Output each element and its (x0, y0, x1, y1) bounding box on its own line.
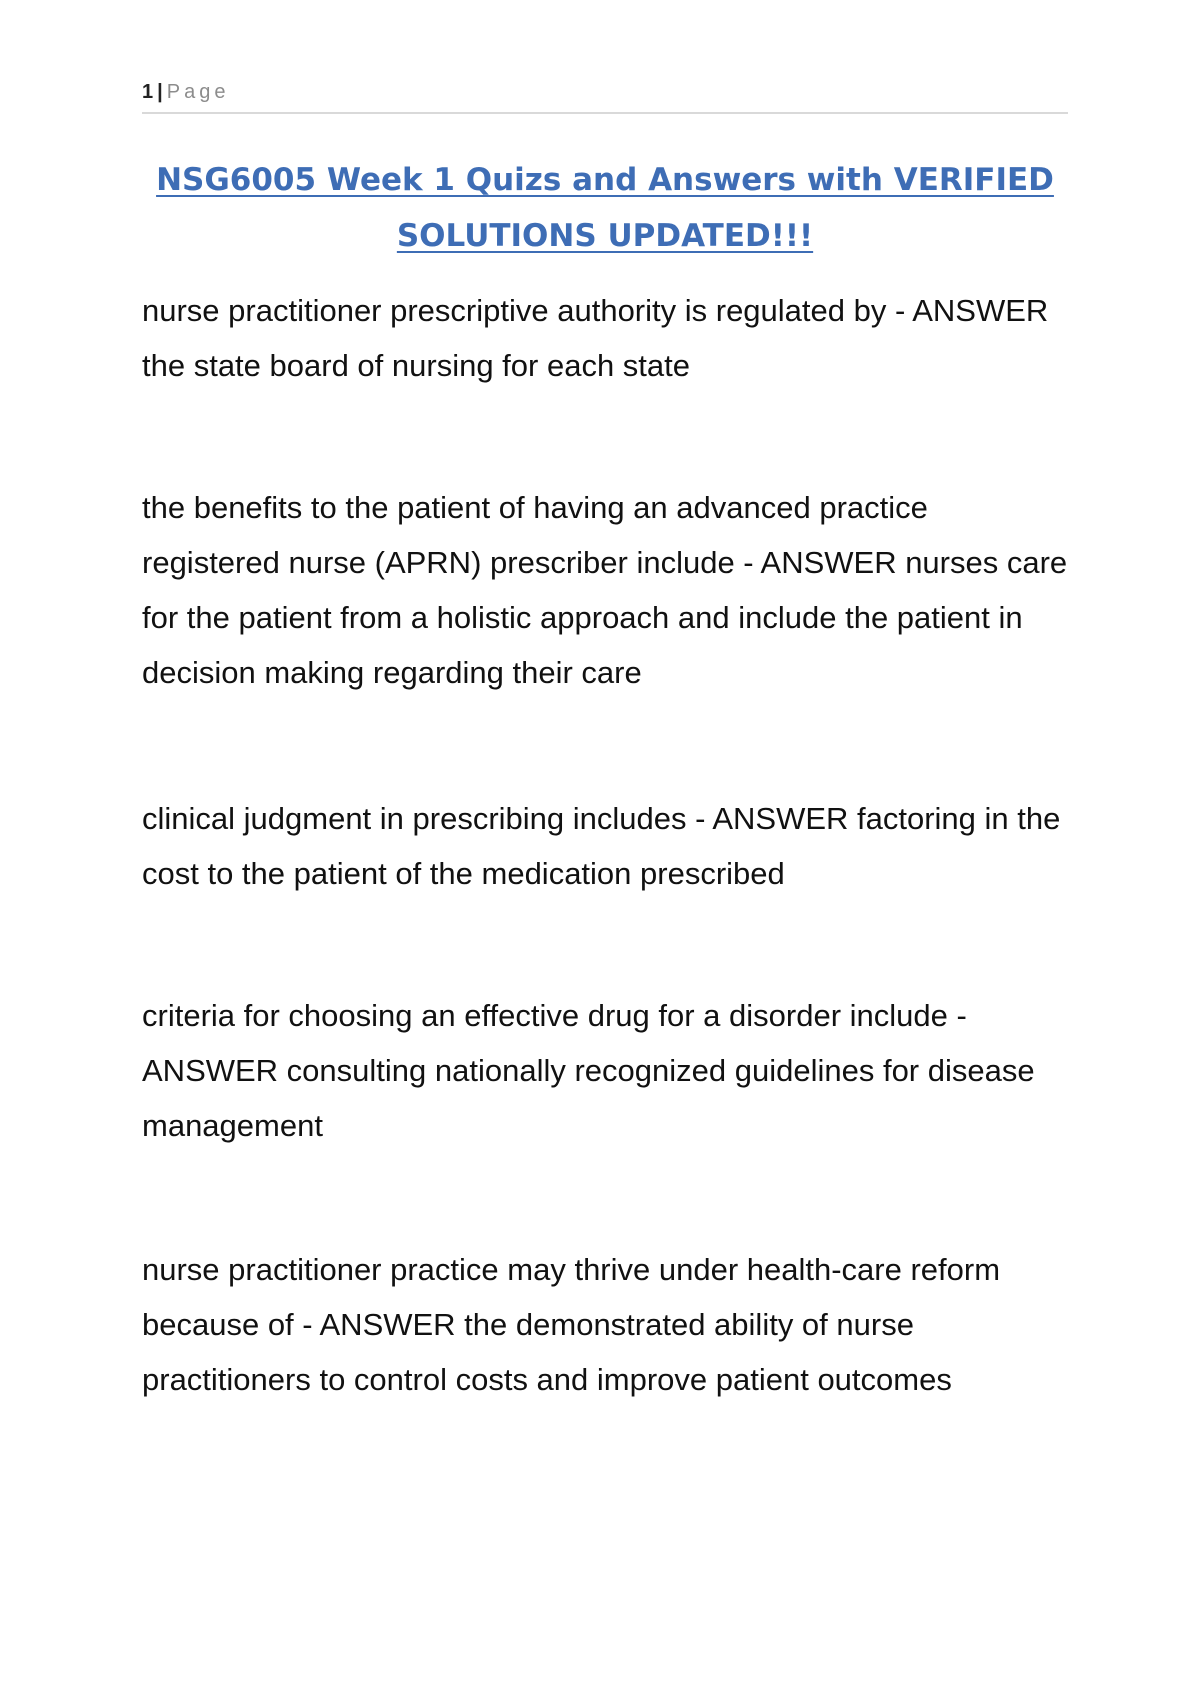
page-label: Page (166, 81, 230, 103)
title-line-1: NSG6005 Week 1 Quizs and Answers with VERIFIED (156, 162, 1054, 198)
qa-item: nurse practitioner practice may thrive under health-care reform because of - ANSWER the demonstrated ability of nurse practitioners to control costs and improve patient outcomes (142, 1252, 1001, 1397)
qa-item: criteria for choosing an effective drug for a disorder include - ANSWER consulting nationally recognized guidelines for disease management (142, 998, 1035, 1143)
title-line-2: SOLUTIONS UPDATED!!! (396, 218, 814, 254)
qa-item: clinical judgment in prescribing includes - ANSWER factoring in the cost to the patient of the medication prescribed (142, 801, 1061, 891)
qa-item: the benefits to the patient of having an advanced practice registered nurse (APRN) prescriber include - ANSWER nurses care for the patient from a holistic approach and include the patient in decision making regarding their care (142, 490, 1068, 690)
page-number: 1 (142, 81, 154, 103)
qa-item: nurse practitioner prescriptive authority is regulated by - ANSWER the state board of nursing for each state (142, 293, 1049, 383)
page-separator: | (157, 81, 163, 103)
document-title (142, 152, 1068, 264)
page-header (142, 78, 1068, 114)
